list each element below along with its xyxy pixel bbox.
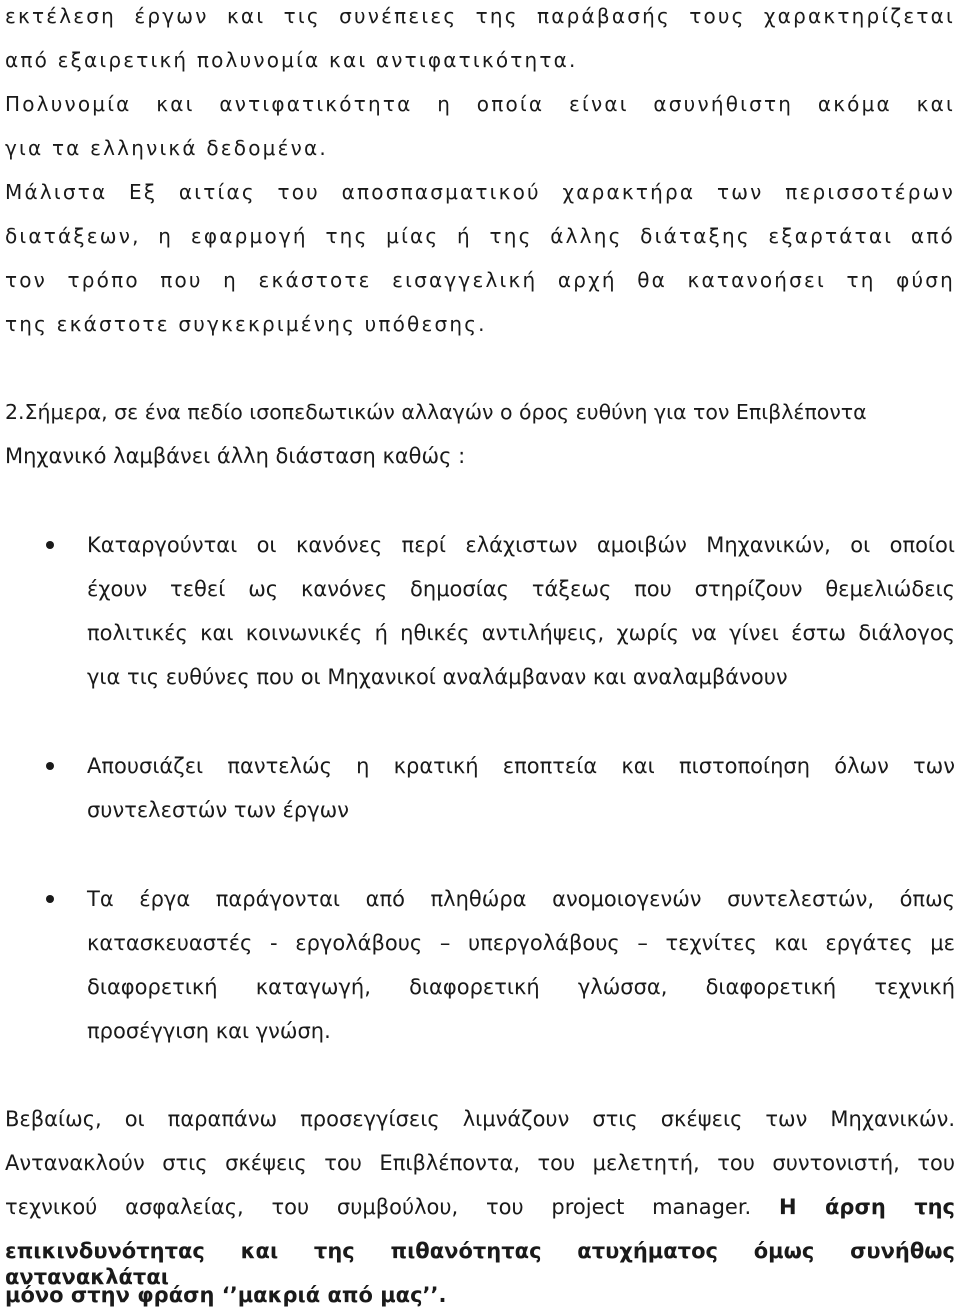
paragraph-line: από εξαιρετική πολυνομία και αντιφατικότητα. <box>5 48 578 72</box>
closing-bold-line: μόνο στην φράση ‘’μακριά από μας’’. <box>5 1283 447 1307</box>
bullet-line: κατασκευαστές - εργολάβους – υπεργολάβους – τεχνίτες και εργάτες με <box>87 931 955 955</box>
bullet-dot <box>46 762 54 770</box>
bullet-line: Τα έργα παράγονται από πληθώρα ανομοιογενών συντελεστών, όπως <box>87 887 955 911</box>
paragraph-line: για τα ελληνικά δεδομένα. <box>5 136 328 160</box>
paragraph-line: Μάλιστα Εξ αιτίας του αποσπασματικού χαρακτήρα των περισσοτέρων <box>5 180 955 204</box>
closing-bold-line: επικινδυνότητας και της πιθανότητας ατυχήματος όμως συνήθως αντανακλάται <box>5 1239 955 1289</box>
section-intro-line: Μηχανικό λαμβάνει άλλη διάσταση καθώς : <box>5 444 466 468</box>
bullet-line: Καταργούνται οι κανόνες περί ελάχιστων αμοιβών Μηχανικών, οι οποίοι <box>87 533 955 557</box>
closing-line: Αντανακλούν στις σκέψεις του Επιβλέποντα, του μελετητή, του συντονιστή, του <box>5 1151 955 1175</box>
bullet-line: για τις ευθύνες που οι Μηχανικοί αναλάμβαναν και αναλαμβάνουν <box>87 665 788 689</box>
bullet-line: πολιτικές και κοινωνικές ή ηθικές αντιλήψεις, χωρίς να γίνει έστω διάλογος <box>87 621 955 645</box>
paragraph-line: τον τρόπο που η εκάστοτε εισαγγελική αρχή θα κατανοήσει τη φύση <box>5 268 955 292</box>
paragraph-line: διατάξεων, η εφαρμογή της μίας ή της άλλης διάταξης εξαρτάται από <box>5 224 955 248</box>
bullet-line: διαφορετική καταγωγή, διαφορετική γλώσσα, διαφορετική τεχνική <box>87 975 955 999</box>
closing-bold-text: Η άρση της <box>779 1195 955 1219</box>
closing-line: Βεβαίως, οι παραπάνω προσεγγίσεις λιμνάζουν στις σκέψεις των Μηχανικών. <box>5 1107 955 1131</box>
bullet-line: συντελεστών των έργων <box>87 798 349 822</box>
bullet-dot <box>46 895 54 903</box>
closing-plain-text: τεχνικού ασφαλείας, του συμβούλου, του project manager. <box>5 1195 752 1219</box>
bullet-line: προσέγγιση και γνώση. <box>87 1019 331 1043</box>
closing-line <box>5 1194 955 1220</box>
paragraph-line: Πολυνομία και αντιφατικότητα η οποία είναι ασυνήθιστη ακόμα και <box>5 92 955 116</box>
paragraph-line: της εκάστοτε συγκεκριμένης υπόθεσης. <box>5 312 487 336</box>
bullet-dot <box>46 541 54 549</box>
section-intro-line: 2.Σήμερα, σε ένα πεδίο ισοπεδωτικών αλλαγών ο όρος ευθύνη για τον Επιβλέποντα <box>5 400 867 424</box>
bullet-line: έχουν τεθεί ως κανόνες δημοσίας τάξεως που στηρίζουν θεμελιώδεις <box>87 577 955 601</box>
bullet-line: Απουσιάζει παντελώς η κρατική εποπτεία και πιστοποίηση όλων των <box>87 754 955 778</box>
paragraph-line: εκτέλεση έργων και τις συνέπειες της παράβασής τους χαρακτηρίζεται <box>5 4 955 28</box>
